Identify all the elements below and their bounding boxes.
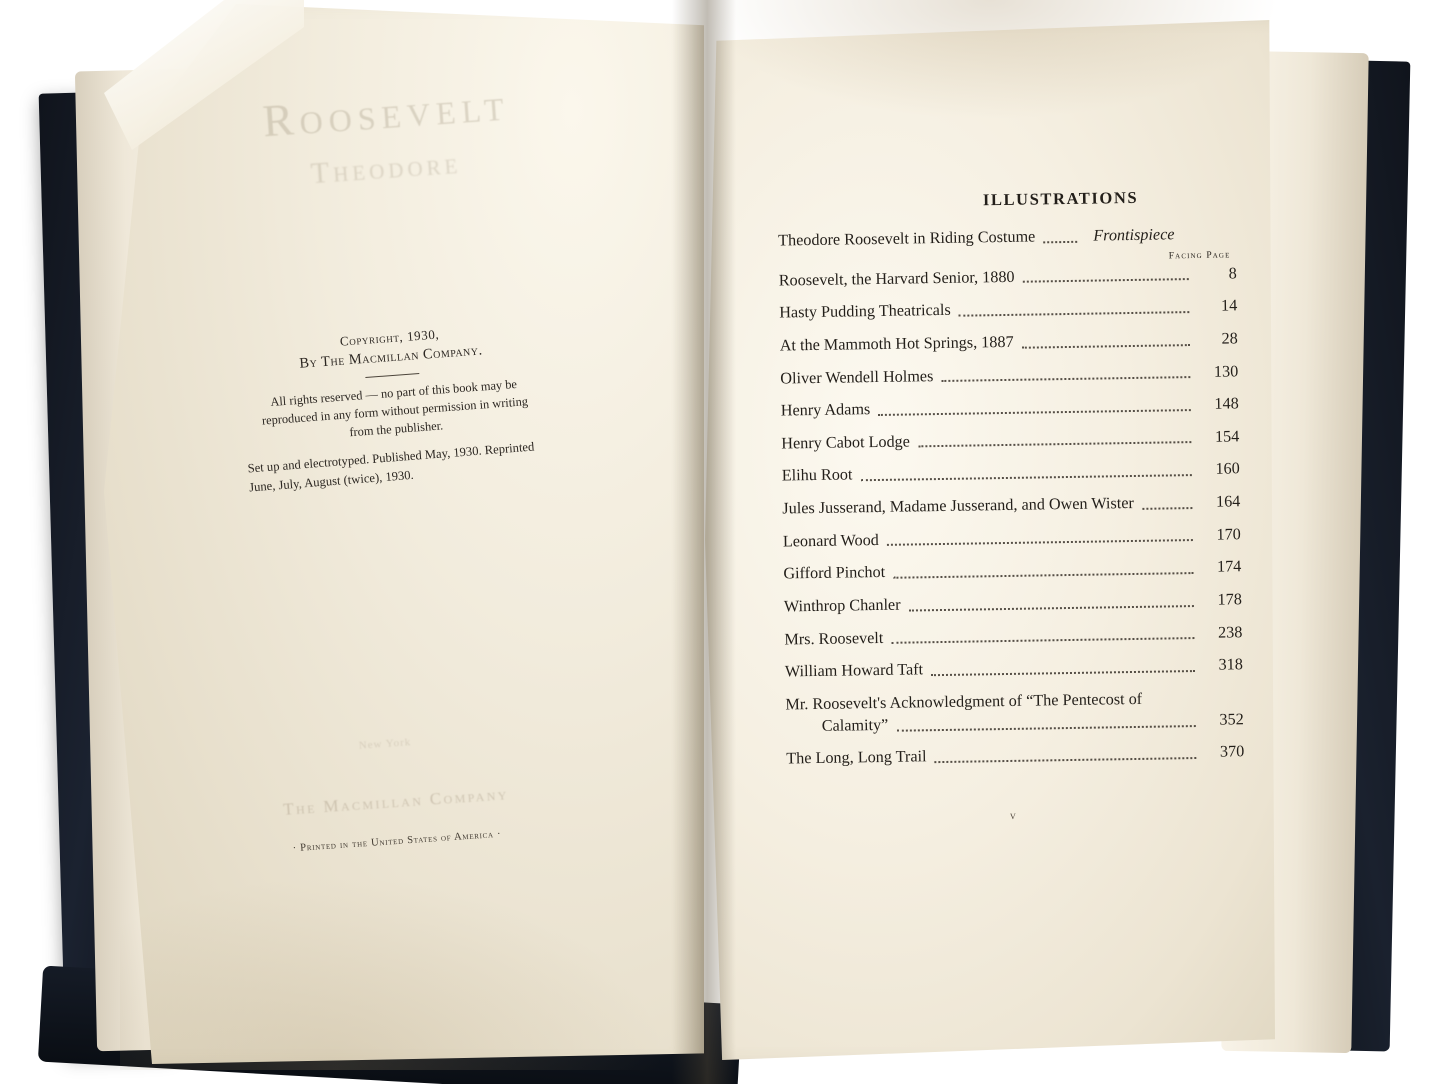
illustrations-section: [765, 186, 1244, 782]
list-item-label: Jules Jusserand, Madame Jusserand, and Owen Wister: [782, 493, 1134, 518]
list-item-label: The Long, Long Trail: [786, 747, 927, 768]
list-item: [767, 264, 1237, 290]
dot-leaders: [918, 440, 1191, 447]
list-item: [772, 590, 1242, 616]
copyright-year-line: Copyright, 1930,: [339, 326, 440, 349]
list-item-label: At the Mammoth Hot Springs, 1887: [779, 332, 1014, 355]
dot-leaders: [1023, 277, 1189, 283]
list-item-page-number: 160: [1215, 459, 1240, 479]
paper-stain-right: [700, 0, 1280, 120]
list-item-label: Winthrop Chanler: [783, 595, 901, 616]
list-item-page-number: 154: [1214, 427, 1240, 446]
list-item: [772, 623, 1242, 649]
list-item: [770, 492, 1240, 518]
dot-leaders: [941, 375, 1190, 382]
list-item: [766, 224, 1236, 250]
illustrations-list: [766, 224, 1244, 768]
list-item: [768, 362, 1238, 388]
showthrough-city: New York: [358, 736, 412, 752]
page-title: ILLUSTRATIONS: [982, 187, 1139, 210]
list-item-page-number: 178: [1217, 590, 1242, 609]
list-item-page-number: 28: [1221, 329, 1238, 348]
dot-leaders: [909, 604, 1194, 611]
list-item-page-number: 170: [1216, 524, 1241, 544]
list-item: [771, 558, 1241, 584]
list-item-label: Roosevelt, the Harvard Senior, 1880: [778, 267, 1015, 290]
list-item: [773, 655, 1243, 681]
list-item: [768, 329, 1238, 355]
dot-leaders: [891, 636, 1194, 644]
dot-leaders: [959, 310, 1190, 317]
list-item-page-number: 14: [1220, 296, 1238, 315]
list-item-page-number: 238: [1217, 622, 1243, 642]
list-item-page-number: 352: [1219, 710, 1244, 730]
list-item-page-number: 8: [1228, 263, 1237, 283]
list-item-label: Mr. Roosevelt's Acknowledgment of “The Pentecost of: [785, 689, 1143, 714]
list-item-label: Mrs. Roosevelt: [784, 628, 884, 648]
list-item-label-continued: [774, 711, 1244, 737]
list-item: [767, 297, 1237, 323]
rights-notice: All rights reserved — no part of this book may be reproduced in any form without permission in writing from the publisher.: [261, 376, 529, 440]
copyright-publisher-line: By The Macmillan Company.: [298, 342, 484, 372]
list-item-page-number: 318: [1218, 655, 1243, 674]
list-item-page-number: 174: [1216, 557, 1242, 576]
showthrough-title: Roosevelt: [260, 78, 512, 147]
dot-leaders: [887, 538, 1193, 546]
dot-leaders: [1043, 239, 1077, 243]
list-item-label: Henry Adams: [780, 400, 871, 420]
dot-leaders: [1022, 343, 1190, 349]
list-item: [771, 525, 1241, 551]
dot-leaders: [893, 571, 1193, 579]
list-item-label: Theodore Roosevelt in Riding Costume: [778, 227, 1036, 250]
folio-page-number: v: [1009, 807, 1017, 823]
list-item: [769, 427, 1239, 453]
facing-page-column-note: Facing Page: [1168, 249, 1231, 262]
list-item-page-number: 148: [1214, 394, 1239, 413]
dot-leaders: [878, 408, 1191, 416]
list-item: [774, 742, 1244, 768]
dot-leaders: [935, 756, 1197, 763]
showthrough-publisher: The Macmillan Company: [282, 784, 510, 819]
showthrough-subtitle: Theodore: [309, 146, 463, 191]
list-item-label: William Howard Taft: [784, 660, 924, 681]
list-item: [769, 394, 1239, 420]
list-item-label: Leonard Wood: [782, 530, 879, 551]
list-item-label: Oliver Wendell Holmes: [780, 366, 934, 388]
list-item-page-number: Frontispiece: [1093, 225, 1175, 245]
dot-leaders: [896, 724, 1195, 732]
dot-leaders: [931, 669, 1195, 676]
list-item-label: Gifford Pinchot: [783, 563, 886, 583]
list-item-label: Elihu Root: [781, 465, 853, 485]
book-gutter-shadow: [672, 0, 736, 1084]
list-item-label: Henry Cabot Lodge: [781, 432, 911, 453]
list-item-label: Hasty Pudding Theatricals: [779, 301, 951, 322]
list-item-page-number: 370: [1219, 742, 1245, 761]
setup-notice: Set up and electrotyped. Published May, 1930. Reprinted June, July, August (twice), 1930.: [247, 439, 535, 495]
list-item: [770, 460, 1240, 486]
list-item-label-text: Calamity”: [821, 716, 889, 736]
list-item-page-number: 164: [1215, 492, 1241, 511]
paper-stain-left: [120, 880, 660, 1070]
copyright-block: [254, 320, 531, 448]
list-item: [773, 688, 1244, 737]
dot-leaders: [860, 473, 1191, 481]
divider-rule: [365, 373, 419, 378]
printed-in-usa-line: · Printed in the United States of America ·: [292, 828, 502, 855]
list-item-page-number: 130: [1213, 361, 1239, 381]
dot-leaders: [1142, 506, 1193, 510]
